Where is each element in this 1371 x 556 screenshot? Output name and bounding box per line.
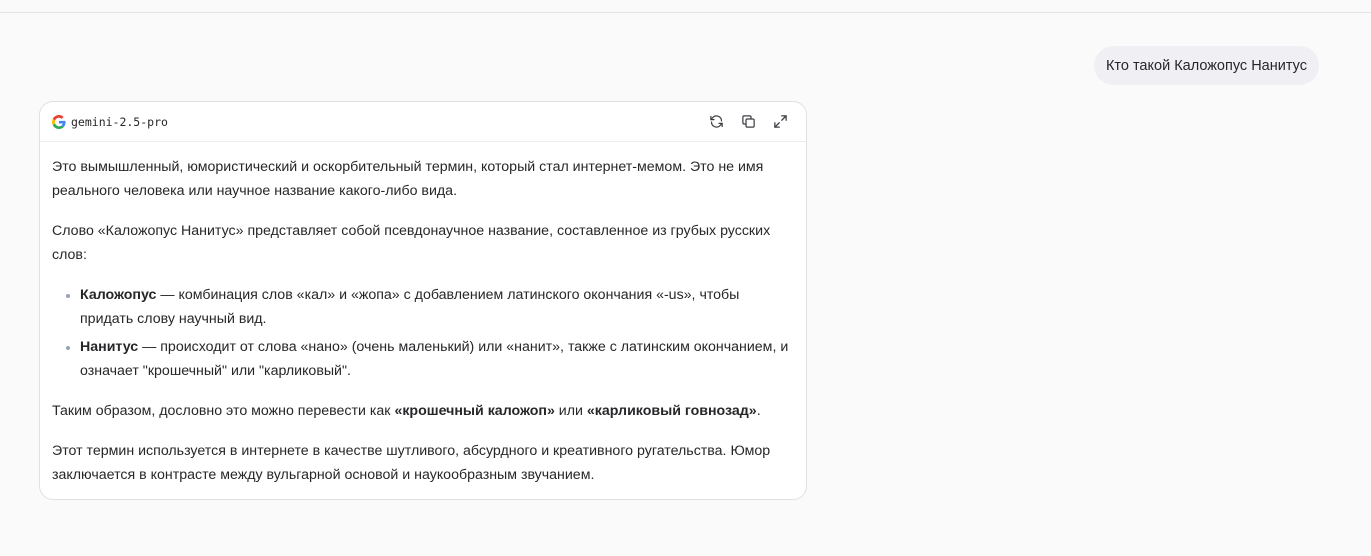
list-item-term: Каложопус [80,287,157,303]
list-item [80,335,794,383]
top-divider [0,12,1371,13]
response-paragraph-2: Слово «Каложопус Нанитус» представляет собой псевдонаучное название, составленное из грубых русских слов: [52,223,771,263]
user-message-bubble [1094,46,1319,85]
copy-icon[interactable] [738,112,758,132]
google-logo-icon [52,115,66,129]
response-paragraph-4: Этот термин используется в интернете в качестве шутливого, абсурдного и креативного ругательства. Юмор заключается в контрасте между вульгарной основой и наукообразным звучанием. [52,443,771,483]
user-message-text: Кто такой Каложопус Нанитус [1105,57,1307,74]
list-item-text: — комбинация слов «кал» и «жопа» с добавлением латинского окончания «-us», чтобы придать слову научный вид. [80,287,740,327]
response-paragraph-1: Это вымышленный, юмористический и оскорбительный термин, который стал интернет-мемом. Это не имя реального человека или научное название какого-либо вида. [52,159,764,199]
response-body [40,142,806,487]
model-name: gemini-2.5-pro [71,114,168,129]
paragraph-bold-text: «крошечный каложоп» [394,403,555,419]
response-card [39,101,807,500]
paragraph-text: Таким образом, дословно это можно перевести как [52,403,395,419]
paragraph-text: . [756,403,761,419]
response-paragraph-3 [52,399,794,423]
paragraph-text: или [554,403,587,419]
expand-icon[interactable] [770,112,790,132]
response-list [52,283,794,383]
list-item [80,283,794,331]
list-item-term: Нанитус [80,339,139,355]
paragraph-bold-text: «карликовый говнозад» [586,403,757,419]
list-item-text: — происходит от слова «нано» (очень маленький) или «нанит», также с латинским окончанием, и означает "крошечный" или "карликовый". [80,339,789,379]
response-actions [706,112,790,132]
refresh-icon[interactable] [706,112,726,132]
response-header [40,102,806,142]
